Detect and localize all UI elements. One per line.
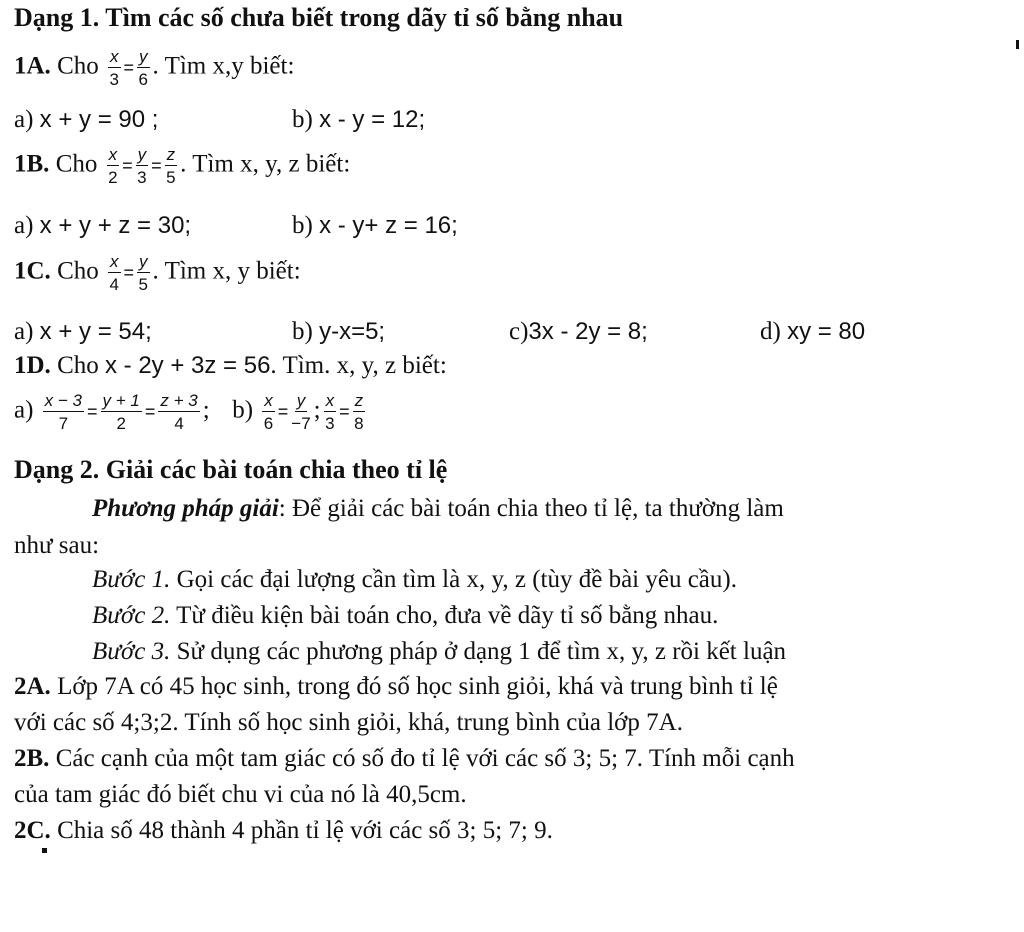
- equation: x + y = 54;: [39, 318, 152, 345]
- part-a: [14, 318, 152, 346]
- denominator: 5: [166, 168, 176, 187]
- equation: x - 2y + 3z = 56: [105, 352, 271, 379]
- denominator: 8: [354, 414, 364, 433]
- cho-text: Cho: [57, 52, 99, 80]
- cursor-mark: [1016, 40, 1019, 49]
- equation: x + y + z = 30;: [39, 212, 192, 239]
- numerator: z: [354, 391, 364, 410]
- problem-text: . Tìm x,y biết:: [152, 52, 295, 80]
- fraction: [165, 146, 178, 186]
- problem-label: 1A.: [14, 52, 51, 80]
- section-2-title: Dạng 2. Giải các bài toán chia theo tỉ lệ: [14, 455, 448, 484]
- numerator: y + 1: [102, 391, 140, 410]
- method-text: : Để giải các bài toán chia theo tỉ lệ, ta thường làm: [278, 495, 784, 522]
- problem-2B: [14, 745, 795, 773]
- equation: 3x - 2y = 8;: [528, 318, 648, 345]
- problem-2A-cont: với các số 4;3;2. Tính số học sinh giỏi, khá, trung bình của lớp 7A.: [14, 709, 683, 736]
- step-text: Từ điều kiện bài toán cho, đưa về dãy tỉ số bằng nhau.: [170, 602, 719, 629]
- cursor-mark: [42, 848, 47, 853]
- fraction: [324, 392, 337, 432]
- problem-text: . Tìm x, y biết:: [152, 257, 301, 285]
- section-1-title: Dạng 1. Tìm các số chưa biết trong dãy tỉ số bằng nhau: [14, 3, 624, 32]
- fraction: [108, 253, 121, 293]
- numerator: y: [137, 145, 147, 164]
- equals-sign: =: [151, 155, 162, 176]
- problem-text: . Tìm. x, y, z biết:: [270, 352, 447, 379]
- equals-sign: =: [87, 401, 98, 422]
- problem-text: . Tìm x, y, z biết:: [180, 150, 351, 178]
- fraction: [101, 392, 142, 432]
- problem-label: 1C.: [14, 257, 51, 285]
- separator: ;: [202, 396, 210, 424]
- equation: x - y = 12;: [319, 106, 426, 133]
- fraction: [262, 392, 275, 432]
- cho-text: Cho: [55, 150, 98, 178]
- part-label: a): [14, 106, 34, 133]
- equals-sign: =: [339, 401, 350, 422]
- part-b: [292, 318, 385, 346]
- equals-sign: =: [277, 401, 289, 422]
- part-b: [292, 212, 458, 240]
- equals-sign: =: [122, 155, 133, 176]
- step-2: [92, 602, 718, 630]
- denominator: 5: [138, 275, 148, 294]
- problem-1C: [14, 253, 301, 293]
- equation: xy = 80: [787, 318, 866, 345]
- cho-text: Cho: [57, 352, 99, 379]
- denominator: −7: [291, 414, 311, 433]
- denominator: 6: [263, 414, 274, 433]
- equation: x + y = 90 ;: [39, 106, 159, 133]
- equals-sign: =: [144, 401, 156, 422]
- step-text: Sử dụng các phương pháp ở dạng 1 để tìm x, y, z rồi kết luận: [170, 638, 787, 665]
- fraction: [108, 48, 121, 88]
- fraction: [291, 392, 310, 432]
- denominator: 2: [116, 414, 126, 433]
- denominator: 7: [58, 414, 69, 433]
- problem-text: Các cạnh của một tam giác có số đo tỉ lệ với các số 3; 5; 7. Tính mỗi cạnh: [49, 745, 795, 772]
- step-1: [92, 566, 737, 594]
- method-continuation: như sau:: [14, 532, 100, 559]
- equation: x - y+ z = 16;: [319, 212, 458, 239]
- part-label: d): [760, 318, 781, 345]
- numerator: y: [139, 47, 148, 66]
- equals-sign: =: [123, 57, 135, 78]
- fraction: [353, 392, 366, 432]
- denominator: 4: [109, 275, 119, 294]
- cho-text: Cho: [57, 257, 99, 285]
- numerator: x: [108, 145, 118, 164]
- part-label: b): [232, 396, 254, 424]
- part-label: a): [14, 212, 34, 239]
- fraction: [43, 392, 84, 432]
- equals-sign: =: [123, 262, 135, 283]
- denominator: 3: [109, 70, 119, 89]
- problem-text: Lớp 7A có 45 học sinh, trong đó số học sinh giỏi, khá và trung bình tỉ lệ: [50, 673, 778, 700]
- problem-1B: [14, 146, 350, 186]
- numerator: x: [110, 47, 119, 66]
- problem-label: 1D.: [14, 352, 51, 379]
- problem-1A: [14, 48, 294, 88]
- part-label: b): [292, 212, 313, 239]
- separator: ;: [313, 396, 321, 424]
- fraction: [137, 48, 150, 88]
- numerator: x: [325, 391, 335, 410]
- step-3: [92, 638, 786, 666]
- denominator: 6: [138, 70, 148, 89]
- equation: y-x=5;: [319, 318, 386, 345]
- step-text: Gọi các đại lượng cần tìm là x, y, z (tùy đề bài yêu cầu).: [170, 566, 737, 593]
- numerator: z + 3: [160, 391, 198, 410]
- problem-1D-parts: [14, 392, 368, 432]
- problem-1D: [14, 352, 447, 380]
- part-label: a): [14, 396, 34, 424]
- part-label: c): [509, 318, 529, 345]
- problem-label: 2B.: [14, 745, 50, 772]
- numerator: z: [166, 145, 176, 164]
- problem-label: 2C.: [14, 817, 51, 844]
- fraction: [136, 146, 149, 186]
- part-c: [509, 318, 648, 346]
- denominator: 4: [174, 414, 184, 433]
- problem-label: 2A.: [14, 673, 51, 700]
- numerator: y: [296, 391, 306, 410]
- part-label: b): [292, 318, 313, 345]
- part-d: [760, 318, 865, 346]
- problem-text: Chia số 48 thành 4 phần tỉ lệ với các số 3; 5; 7; 9.: [50, 817, 553, 844]
- problem-2A: [14, 673, 778, 701]
- method-label: Phương pháp giải: [92, 495, 279, 522]
- problem-2C: [14, 817, 553, 845]
- method-paragraph: [92, 495, 784, 523]
- step-label: Bước 1.: [92, 566, 171, 593]
- problem-2B-cont: của tam giác đó biết chu vi của nó là 40,5cm.: [14, 781, 467, 808]
- step-label: Bước 2.: [92, 602, 171, 629]
- numerator: x: [264, 391, 273, 410]
- fraction: [158, 392, 199, 432]
- fraction: [107, 146, 120, 186]
- step-label: Bước 3.: [92, 638, 171, 665]
- numerator: x − 3: [44, 391, 83, 410]
- part-label: b): [292, 106, 313, 133]
- part-label: a): [14, 318, 34, 345]
- denominator: 3: [325, 414, 335, 433]
- fraction: [137, 253, 150, 293]
- problem-label: 1B.: [14, 150, 50, 178]
- part-b: [292, 106, 425, 134]
- part-a: [14, 212, 191, 240]
- part-a: [14, 106, 158, 134]
- denominator: 2: [108, 168, 118, 187]
- numerator: y: [139, 252, 148, 271]
- denominator: 3: [137, 168, 147, 187]
- numerator: x: [110, 252, 119, 271]
